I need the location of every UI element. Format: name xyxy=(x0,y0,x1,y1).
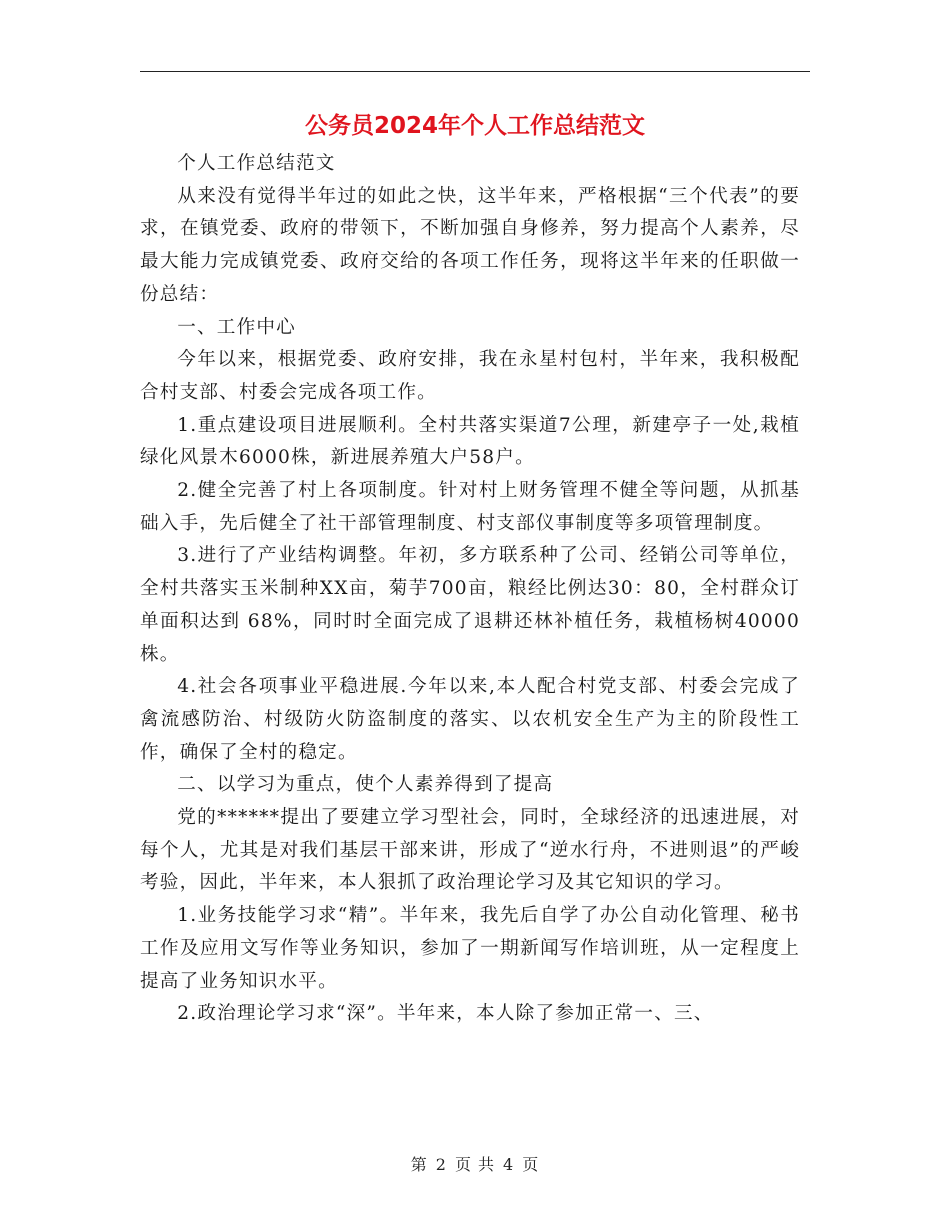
body-paragraph: 今年以来，根据党委、政府安排，我在永星村包村，半年来，我积极配合村支部、村委会完成各项工作。 xyxy=(140,349,800,403)
total-pages-number: 4 xyxy=(503,1155,515,1174)
page-footer xyxy=(0,1152,950,1175)
list-item-paragraph: 4.社会各项事业平稳进展.今年以来,本人配合村党支部、村委会完成了禽流感防治、村级防火防盗制度的落实、以农机安全生产为主的阶段性工作，确保了全村的稳定。 xyxy=(140,676,800,763)
section-heading: 一、工作中心 xyxy=(177,316,296,338)
current-page-number: 2 xyxy=(435,1155,447,1174)
document-body xyxy=(140,148,800,1031)
section-heading: 个人工作总结范文 xyxy=(177,153,336,174)
section-heading: 二、以学习为重点，使个人素养得到了提高 xyxy=(177,774,554,796)
header-rule xyxy=(140,71,810,72)
body-paragraph: 党的******提出了要建立学习型社会，同时，全球经济的迅速进展，对每个人，尤其是对我们基层干部来讲，形成了“逆水行舟，不进则退”的严峻考验，因此，半年来，本人狠抓了政治理论学习及其它知识的学习。 xyxy=(140,807,800,894)
list-item-paragraph: 2.健全完善了村上各项制度。针对村上财务管理不健全等问题，从抓基础入手，先后健全了社干部管理制度、村支部仪事制度等多项管理制度。 xyxy=(140,480,800,534)
document-title: 公务员2024年个人工作总结范文 xyxy=(304,113,645,139)
footer-prefix: 第 xyxy=(410,1155,428,1174)
body-paragraph: 从来没有觉得半年过的如此之快，这半年来，严格根据“三个代表”的要求，在镇党委、政府的带领下，不断加强自身修养，努力提高个人素养，尽最大能力完成镇党委、政府交给的各项工作任务，现将这半年来的任职做一份总结： xyxy=(140,185,800,305)
footer-middle: 页 共 xyxy=(454,1155,496,1174)
list-item-paragraph: 2.政治理论学习求“深”。半年来，本人除了参加正常一、三、 xyxy=(177,1003,714,1025)
list-item-paragraph: 1.重点建设项目进展顺利。全村共落实渠道7公理，新建亭子一处,栽植绿化风景木6000株，新进展养殖大户58户。 xyxy=(140,414,800,469)
list-item-paragraph: 1.业务技能学习求“精”。半年来，我先后自学了办公自动化管理、秘书工作及应用文写作等业务知识，参加了一期新闻写作培训班，从一定程度上提高了业务知识水平。 xyxy=(140,905,800,992)
list-item-paragraph: 3.进行了产业结构调整。年初，多方联系种了公司、经销公司等单位，全村共落实玉米制种XX亩，菊芋700亩，粮经比例达30：80，全村群众订单面积达到 68%，同时时全面完成了退耕还林补植任务，栽植杨树40000株。 xyxy=(140,545,800,665)
footer-suffix: 页 xyxy=(522,1155,540,1174)
